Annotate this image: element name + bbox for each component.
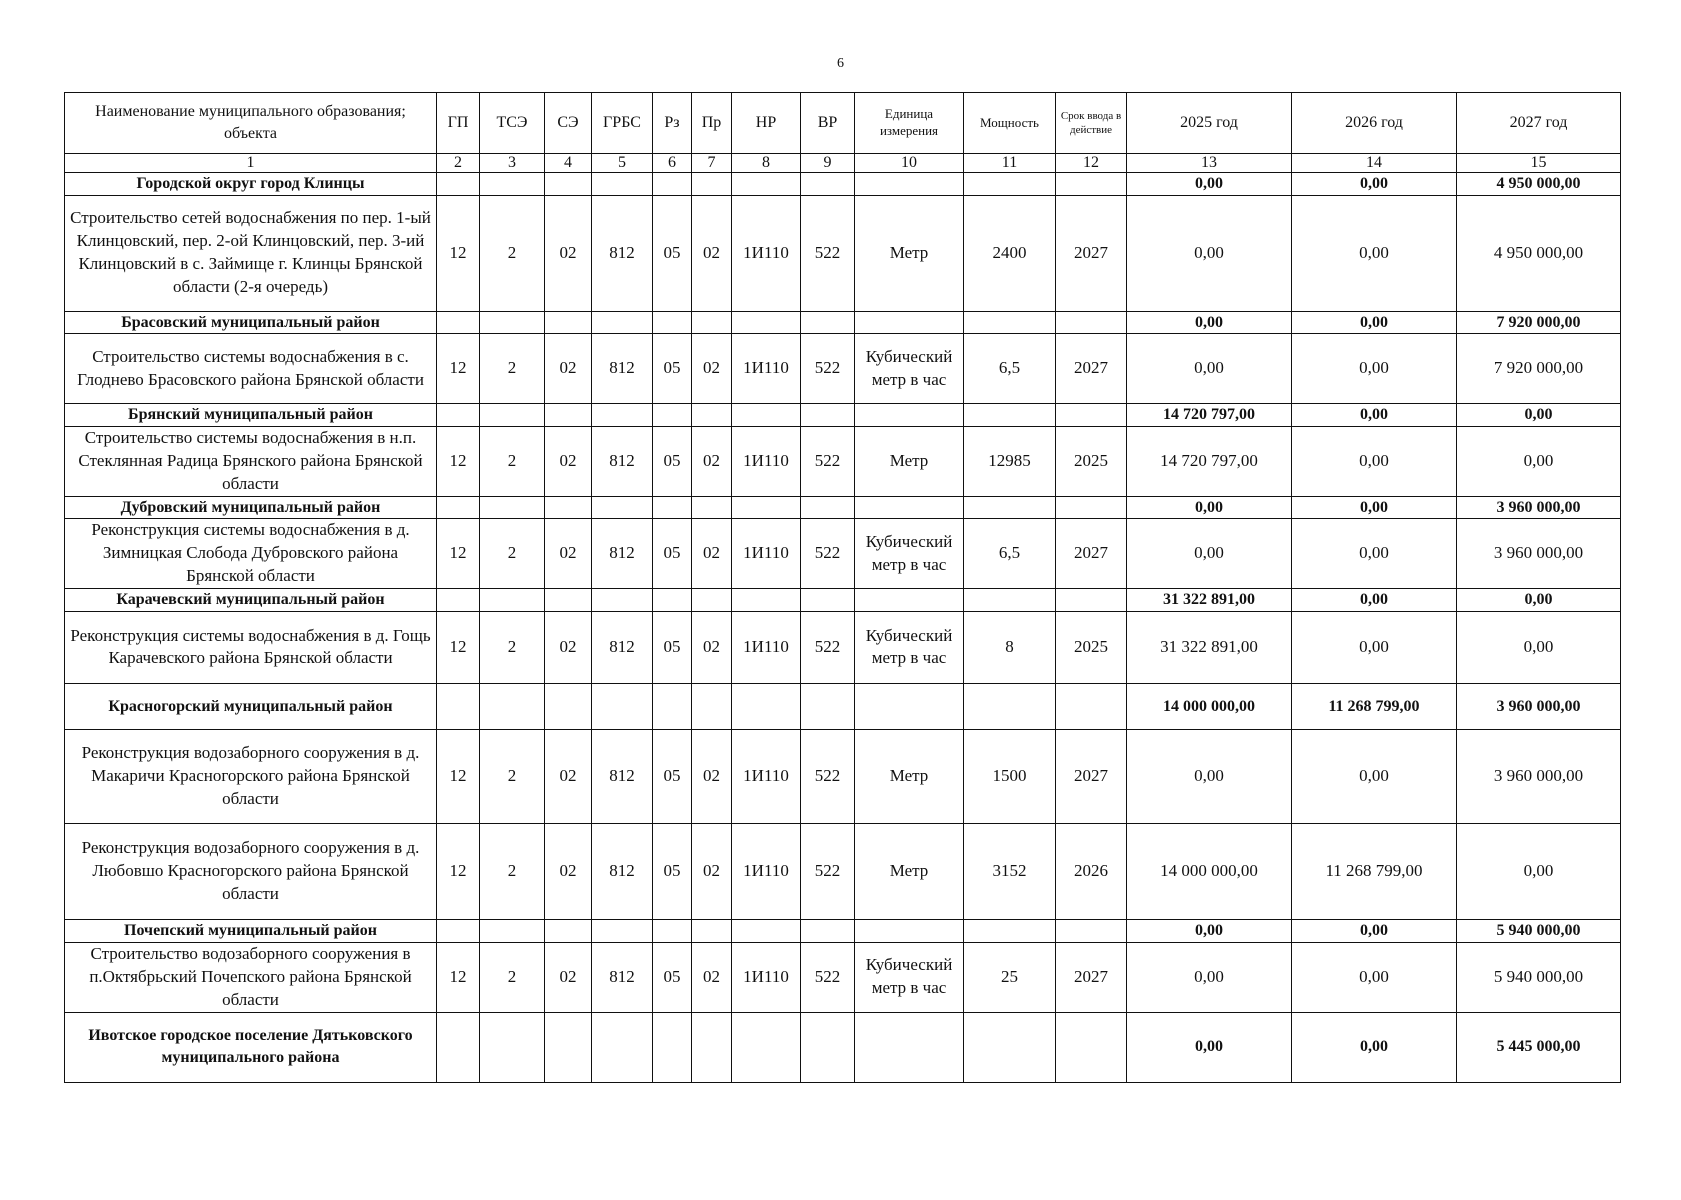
grbs-cell: 812 <box>592 519 653 589</box>
gp-cell: 12 <box>437 426 480 496</box>
column-number: 9 <box>801 154 855 173</box>
amount-2027: 3 960 000,00 <box>1457 729 1621 823</box>
amount-2025: 0,00 <box>1127 919 1292 942</box>
se-cell: 02 <box>545 823 592 919</box>
col-header-rz: Рз <box>653 93 692 154</box>
gp-cell: 12 <box>437 823 480 919</box>
amount-2026: 0,00 <box>1292 311 1457 334</box>
se-cell: 02 <box>545 426 592 496</box>
column-number: 13 <box>1127 154 1292 173</box>
amount-2027: 5 940 000,00 <box>1457 919 1621 942</box>
se-cell: 02 <box>545 729 592 823</box>
column-number: 11 <box>964 154 1056 173</box>
term-cell: 2027 <box>1056 334 1127 404</box>
power-cell: 1500 <box>964 729 1056 823</box>
group-row <box>65 683 1621 729</box>
grbs-cell: 812 <box>592 195 653 311</box>
amount-2025: 0,00 <box>1127 1012 1292 1082</box>
group-row <box>65 919 1621 942</box>
column-number: 4 <box>545 154 592 173</box>
object-name: Реконструкция водозаборного сооружения в д. Любовшо Красногорского района Брянской области <box>65 823 437 919</box>
column-number: 15 <box>1457 154 1621 173</box>
object-name: Строительство системы водоснабжения в с. Глоднево Брасовского района Брянской области <box>65 334 437 404</box>
unit-cell: Кубический метр в час <box>855 334 964 404</box>
tse-cell: 2 <box>480 729 545 823</box>
amount-2026: 0,00 <box>1292 1012 1457 1082</box>
object-row <box>65 823 1621 919</box>
unit-cell: Метр <box>855 195 964 311</box>
gp-cell: 12 <box>437 942 480 1012</box>
column-number: 5 <box>592 154 653 173</box>
amount-2025: 31 322 891,00 <box>1127 611 1292 683</box>
amount-2025: 0,00 <box>1127 519 1292 589</box>
tse-cell: 2 <box>480 334 545 404</box>
group-name: Городской округ город Клинцы <box>65 173 437 196</box>
term-cell: 2025 <box>1056 426 1127 496</box>
nr-cell: 1И110 <box>732 426 801 496</box>
group-name: Карачевский муниципальный район <box>65 589 437 612</box>
amount-2025: 0,00 <box>1127 195 1292 311</box>
amount-2026: 0,00 <box>1292 611 1457 683</box>
column-number: 6 <box>653 154 692 173</box>
amount-2026: 0,00 <box>1292 729 1457 823</box>
amount-2025: 0,00 <box>1127 942 1292 1012</box>
amount-2025: 0,00 <box>1127 496 1292 519</box>
group-row <box>65 496 1621 519</box>
group-row <box>65 404 1621 427</box>
amount-2025: 14 720 797,00 <box>1127 404 1292 427</box>
tse-cell: 2 <box>480 519 545 589</box>
col-header-power: Мощность <box>964 93 1056 154</box>
amount-2027: 7 920 000,00 <box>1457 311 1621 334</box>
grbs-cell: 812 <box>592 334 653 404</box>
term-cell: 2027 <box>1056 519 1127 589</box>
term-cell: 2027 <box>1056 942 1127 1012</box>
amount-2027: 0,00 <box>1457 404 1621 427</box>
group-name: Красногорский муниципальный район <box>65 683 437 729</box>
term-cell: 2027 <box>1056 195 1127 311</box>
gp-cell: 12 <box>437 519 480 589</box>
amount-2025: 0,00 <box>1127 729 1292 823</box>
amount-2025: 0,00 <box>1127 173 1292 196</box>
amount-2026: 0,00 <box>1292 426 1457 496</box>
amount-2026: 0,00 <box>1292 942 1457 1012</box>
amount-2027: 3 960 000,00 <box>1457 683 1621 729</box>
budget-table <box>64 92 1621 1083</box>
header-row <box>65 93 1621 154</box>
se-cell: 02 <box>545 195 592 311</box>
term-cell: 2026 <box>1056 823 1127 919</box>
amount-2027: 0,00 <box>1457 611 1621 683</box>
rz-cell: 05 <box>653 729 692 823</box>
power-cell: 6,5 <box>964 519 1056 589</box>
pr-cell: 02 <box>692 823 732 919</box>
nr-cell: 1И110 <box>732 195 801 311</box>
group-row <box>65 1012 1621 1082</box>
term-cell: 2027 <box>1056 729 1127 823</box>
object-row <box>65 611 1621 683</box>
amount-2026: 0,00 <box>1292 173 1457 196</box>
amount-2026: 11 268 799,00 <box>1292 823 1457 919</box>
unit-cell: Кубический метр в час <box>855 519 964 589</box>
gp-cell: 12 <box>437 334 480 404</box>
col-header-2026: 2026 год <box>1292 93 1457 154</box>
amount-2025: 14 720 797,00 <box>1127 426 1292 496</box>
nr-cell: 1И110 <box>732 942 801 1012</box>
nr-cell: 1И110 <box>732 334 801 404</box>
col-header-gp: ГП <box>437 93 480 154</box>
col-header-2027: 2027 год <box>1457 93 1621 154</box>
pr-cell: 02 <box>692 334 732 404</box>
amount-2027: 7 920 000,00 <box>1457 334 1621 404</box>
unit-cell: Метр <box>855 426 964 496</box>
pr-cell: 02 <box>692 195 732 311</box>
power-cell: 25 <box>964 942 1056 1012</box>
amount-2026: 0,00 <box>1292 195 1457 311</box>
col-header-2025: 2025 год <box>1127 93 1292 154</box>
group-name: Дубровский муниципальный район <box>65 496 437 519</box>
column-number: 10 <box>855 154 964 173</box>
group-name: Ивотское городское поселение Дятьковского муниципального района <box>65 1012 437 1082</box>
col-header-name: Наименование муниципального образования; объекта <box>65 93 437 154</box>
column-number: 3 <box>480 154 545 173</box>
group-row <box>65 589 1621 612</box>
amount-2025: 0,00 <box>1127 334 1292 404</box>
column-number-row <box>65 154 1621 173</box>
object-name: Строительство сетей водоснабжения по пер. 1-ый Клинцовский, пер. 2-ой Клинцовский, пер. 3-ий Клинцовский в с. Займище г. Клинцы Брянской области (2-я очередь) <box>65 195 437 311</box>
rz-cell: 05 <box>653 426 692 496</box>
amount-2026: 0,00 <box>1292 334 1457 404</box>
pr-cell: 02 <box>692 426 732 496</box>
unit-cell: Метр <box>855 823 964 919</box>
unit-cell: Кубический метр в час <box>855 611 964 683</box>
rz-cell: 05 <box>653 195 692 311</box>
group-row <box>65 311 1621 334</box>
pr-cell: 02 <box>692 729 732 823</box>
grbs-cell: 812 <box>592 823 653 919</box>
object-row <box>65 519 1621 589</box>
column-number: 1 <box>65 154 437 173</box>
rz-cell: 05 <box>653 611 692 683</box>
vr-cell: 522 <box>801 195 855 311</box>
grbs-cell: 812 <box>592 426 653 496</box>
group-row <box>65 173 1621 196</box>
tse-cell: 2 <box>480 942 545 1012</box>
se-cell: 02 <box>545 519 592 589</box>
group-name: Брасовский муниципальный район <box>65 311 437 334</box>
rz-cell: 05 <box>653 942 692 1012</box>
column-number: 7 <box>692 154 732 173</box>
vr-cell: 522 <box>801 729 855 823</box>
power-cell: 8 <box>964 611 1056 683</box>
amount-2027: 3 960 000,00 <box>1457 496 1621 519</box>
unit-cell: Метр <box>855 729 964 823</box>
amount-2026: 0,00 <box>1292 496 1457 519</box>
amount-2027: 5 940 000,00 <box>1457 942 1621 1012</box>
object-name: Строительство водозаборного сооружения в п.Октябрьский Почепского района Брянской области <box>65 942 437 1012</box>
object-name: Реконструкция водозаборного сооружения в д. Макаричи Красногорского района Брянской области <box>65 729 437 823</box>
grbs-cell: 812 <box>592 942 653 1012</box>
power-cell: 12985 <box>964 426 1056 496</box>
amount-2027: 4 950 000,00 <box>1457 195 1621 311</box>
object-name: Реконструкция системы водоснабжения в д. Гощь Карачевского района Брянской области <box>65 611 437 683</box>
pr-cell: 02 <box>692 519 732 589</box>
gp-cell: 12 <box>437 611 480 683</box>
se-cell: 02 <box>545 334 592 404</box>
rz-cell: 05 <box>653 519 692 589</box>
object-row <box>65 729 1621 823</box>
vr-cell: 522 <box>801 426 855 496</box>
col-header-nr: НР <box>732 93 801 154</box>
group-name: Брянский муниципальный район <box>65 404 437 427</box>
amount-2025: 14 000 000,00 <box>1127 683 1292 729</box>
amount-2027: 5 445 000,00 <box>1457 1012 1621 1082</box>
amount-2025: 0,00 <box>1127 311 1292 334</box>
amount-2026: 0,00 <box>1292 919 1457 942</box>
gp-cell: 12 <box>437 195 480 311</box>
page-number: 6 <box>837 56 844 71</box>
col-header-grbs: ГРБС <box>592 93 653 154</box>
col-header-term: Срок ввода в действие <box>1056 93 1127 154</box>
rz-cell: 05 <box>653 823 692 919</box>
group-name: Почепский муниципальный район <box>65 919 437 942</box>
column-number: 2 <box>437 154 480 173</box>
amount-2025: 14 000 000,00 <box>1127 823 1292 919</box>
nr-cell: 1И110 <box>732 823 801 919</box>
amount-2027: 0,00 <box>1457 426 1621 496</box>
tse-cell: 2 <box>480 611 545 683</box>
pr-cell: 02 <box>692 611 732 683</box>
vr-cell: 522 <box>801 823 855 919</box>
amount-2027: 4 950 000,00 <box>1457 173 1621 196</box>
object-name: Строительство системы водоснабжения в н.п. Стеклянная Радица Брянского района Брянской области <box>65 426 437 496</box>
term-cell: 2025 <box>1056 611 1127 683</box>
grbs-cell: 812 <box>592 729 653 823</box>
amount-2026: 11 268 799,00 <box>1292 683 1457 729</box>
vr-cell: 522 <box>801 611 855 683</box>
amount-2027: 0,00 <box>1457 589 1621 612</box>
tse-cell: 2 <box>480 195 545 311</box>
power-cell: 3152 <box>964 823 1056 919</box>
object-name: Реконструкция системы водоснабжения в д. Зимницкая Слобода Дубровского района Брянской области <box>65 519 437 589</box>
object-row <box>65 942 1621 1012</box>
object-row <box>65 426 1621 496</box>
unit-cell: Кубический метр в час <box>855 942 964 1012</box>
col-header-pr: Пр <box>692 93 732 154</box>
nr-cell: 1И110 <box>732 729 801 823</box>
amount-2026: 0,00 <box>1292 519 1457 589</box>
power-cell: 6,5 <box>964 334 1056 404</box>
amount-2026: 0,00 <box>1292 589 1457 612</box>
tse-cell: 2 <box>480 823 545 919</box>
col-header-vr: ВР <box>801 93 855 154</box>
vr-cell: 522 <box>801 942 855 1012</box>
amount-2027: 3 960 000,00 <box>1457 519 1621 589</box>
vr-cell: 522 <box>801 519 855 589</box>
column-number: 8 <box>732 154 801 173</box>
col-header-se: СЭ <box>545 93 592 154</box>
gp-cell: 12 <box>437 729 480 823</box>
se-cell: 02 <box>545 942 592 1012</box>
se-cell: 02 <box>545 611 592 683</box>
amount-2026: 0,00 <box>1292 404 1457 427</box>
column-number: 12 <box>1056 154 1127 173</box>
vr-cell: 522 <box>801 334 855 404</box>
tse-cell: 2 <box>480 426 545 496</box>
column-number: 14 <box>1292 154 1457 173</box>
nr-cell: 1И110 <box>732 611 801 683</box>
grbs-cell: 812 <box>592 611 653 683</box>
nr-cell: 1И110 <box>732 519 801 589</box>
col-header-unit: Единица измерения <box>855 93 964 154</box>
object-row <box>65 334 1621 404</box>
col-header-tse: ТСЭ <box>480 93 545 154</box>
rz-cell: 05 <box>653 334 692 404</box>
power-cell: 2400 <box>964 195 1056 311</box>
pr-cell: 02 <box>692 942 732 1012</box>
amount-2027: 0,00 <box>1457 823 1621 919</box>
amount-2025: 31 322 891,00 <box>1127 589 1292 612</box>
object-row <box>65 195 1621 311</box>
